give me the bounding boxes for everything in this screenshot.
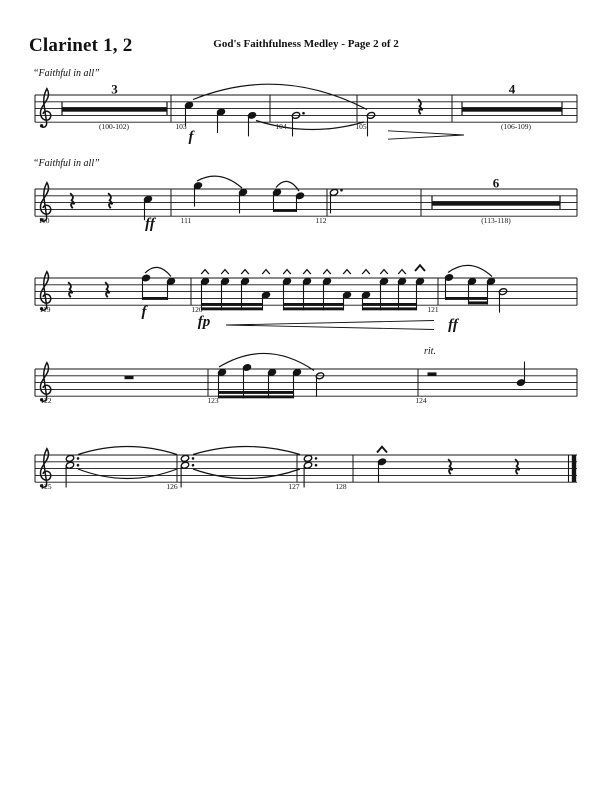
note-head <box>65 461 74 469</box>
measure-number: (113-118) <box>481 216 511 226</box>
beam <box>142 297 168 300</box>
accent-marcato <box>323 270 331 274</box>
augmentation-dot <box>315 457 318 460</box>
slur <box>193 84 367 109</box>
tempo-text: rit. <box>424 346 436 357</box>
measure-number: 123 <box>207 396 219 406</box>
part-name: Clarinet 1, 2 <box>29 35 133 56</box>
accent-marcato <box>241 270 249 274</box>
note-head <box>65 454 74 462</box>
beam <box>201 307 263 310</box>
measure-number: 120 <box>191 305 203 315</box>
multirest-bar <box>62 107 167 112</box>
tie <box>78 447 177 455</box>
beam <box>362 307 417 310</box>
slur <box>197 176 242 188</box>
final-barline-thick <box>572 455 576 482</box>
multirest-number: 4 <box>508 81 516 97</box>
measure-number: 125 <box>40 482 52 492</box>
beam <box>201 303 263 306</box>
hairpin-crescendo <box>226 325 434 330</box>
tie <box>193 469 300 479</box>
hairpin-crescendo <box>226 321 434 326</box>
treble-clef-icon <box>40 89 50 128</box>
header-title: God's Faithfulness Medley - Page 2 of 2 <box>213 38 399 50</box>
note-head <box>180 454 189 462</box>
accent-marcato <box>343 270 351 274</box>
staff-system-1 <box>35 82 577 146</box>
staff-system-4 <box>35 346 577 405</box>
measure-number: 112 <box>315 216 327 226</box>
beam <box>273 209 297 212</box>
treble-clef-icon <box>40 124 43 127</box>
beam <box>218 395 294 398</box>
augmentation-dot <box>315 464 318 467</box>
hairpin-diminuendo <box>388 135 464 139</box>
measure-number: 128 <box>335 482 347 492</box>
dynamic-marking: f <box>141 304 147 320</box>
dynamic-marking: ff <box>448 317 458 333</box>
accent-marcato <box>221 270 229 274</box>
beam <box>468 301 488 304</box>
measure-number: 105 <box>355 122 367 132</box>
staff-system-5 <box>35 447 577 492</box>
tie <box>193 447 300 455</box>
tie <box>78 469 177 479</box>
whole-rest <box>125 376 134 379</box>
measure-number: (100-102) <box>99 122 129 132</box>
beam <box>283 303 344 306</box>
multirest-bar <box>432 201 560 206</box>
augmentation-dot <box>192 464 195 467</box>
dynamic-marking: f <box>188 129 194 145</box>
accent-marcato <box>380 270 388 274</box>
section-quote-2: “Faithful in all” <box>33 158 100 169</box>
measure-number: 104 <box>275 122 287 132</box>
measure-number: 126 <box>166 482 178 492</box>
hairpin-diminuendo <box>388 131 464 135</box>
beam <box>445 297 488 300</box>
measure-number: 124 <box>415 396 427 406</box>
measure-number: 122 <box>40 396 52 406</box>
augmentation-dot <box>77 457 80 460</box>
beam <box>362 303 417 306</box>
measure-number: 103 <box>175 122 187 132</box>
measure-number: 127 <box>288 482 300 492</box>
accent-marcato <box>377 447 387 453</box>
beam <box>283 307 344 310</box>
note-head <box>303 461 312 469</box>
multirest-bar <box>462 107 562 112</box>
accent-marcato <box>362 270 370 274</box>
staff-system-3 <box>35 265 577 333</box>
half-rest <box>428 372 437 375</box>
dynamic-marking: ff <box>145 216 155 232</box>
measure-number: 119 <box>39 305 51 315</box>
note-head <box>303 454 312 462</box>
measure-number: 121 <box>427 305 439 315</box>
accent-marcato <box>201 270 209 274</box>
section-quote-1: “Faithful in all” <box>33 68 100 79</box>
accent-marcato <box>415 265 425 271</box>
multirest-number: 6 <box>492 175 500 191</box>
beam <box>218 391 294 394</box>
multirest-number: 3 <box>111 81 118 97</box>
note-head <box>180 461 189 469</box>
augmentation-dot <box>77 464 80 467</box>
accent-marcato <box>398 270 406 274</box>
measure-number: 111 <box>180 216 192 226</box>
measure-number: (106-109) <box>501 122 531 132</box>
staff-system-2 <box>35 176 577 233</box>
measure-number: 110 <box>38 216 50 226</box>
accent-marcato <box>262 270 270 274</box>
slur <box>219 353 314 370</box>
accent-marcato <box>303 270 311 274</box>
accent-marcato <box>283 270 291 274</box>
slur <box>448 265 492 276</box>
augmentation-dot <box>340 189 343 192</box>
augmentation-dot <box>192 457 195 460</box>
dynamic-marking: fp <box>197 314 211 330</box>
augmentation-dot <box>302 112 305 115</box>
